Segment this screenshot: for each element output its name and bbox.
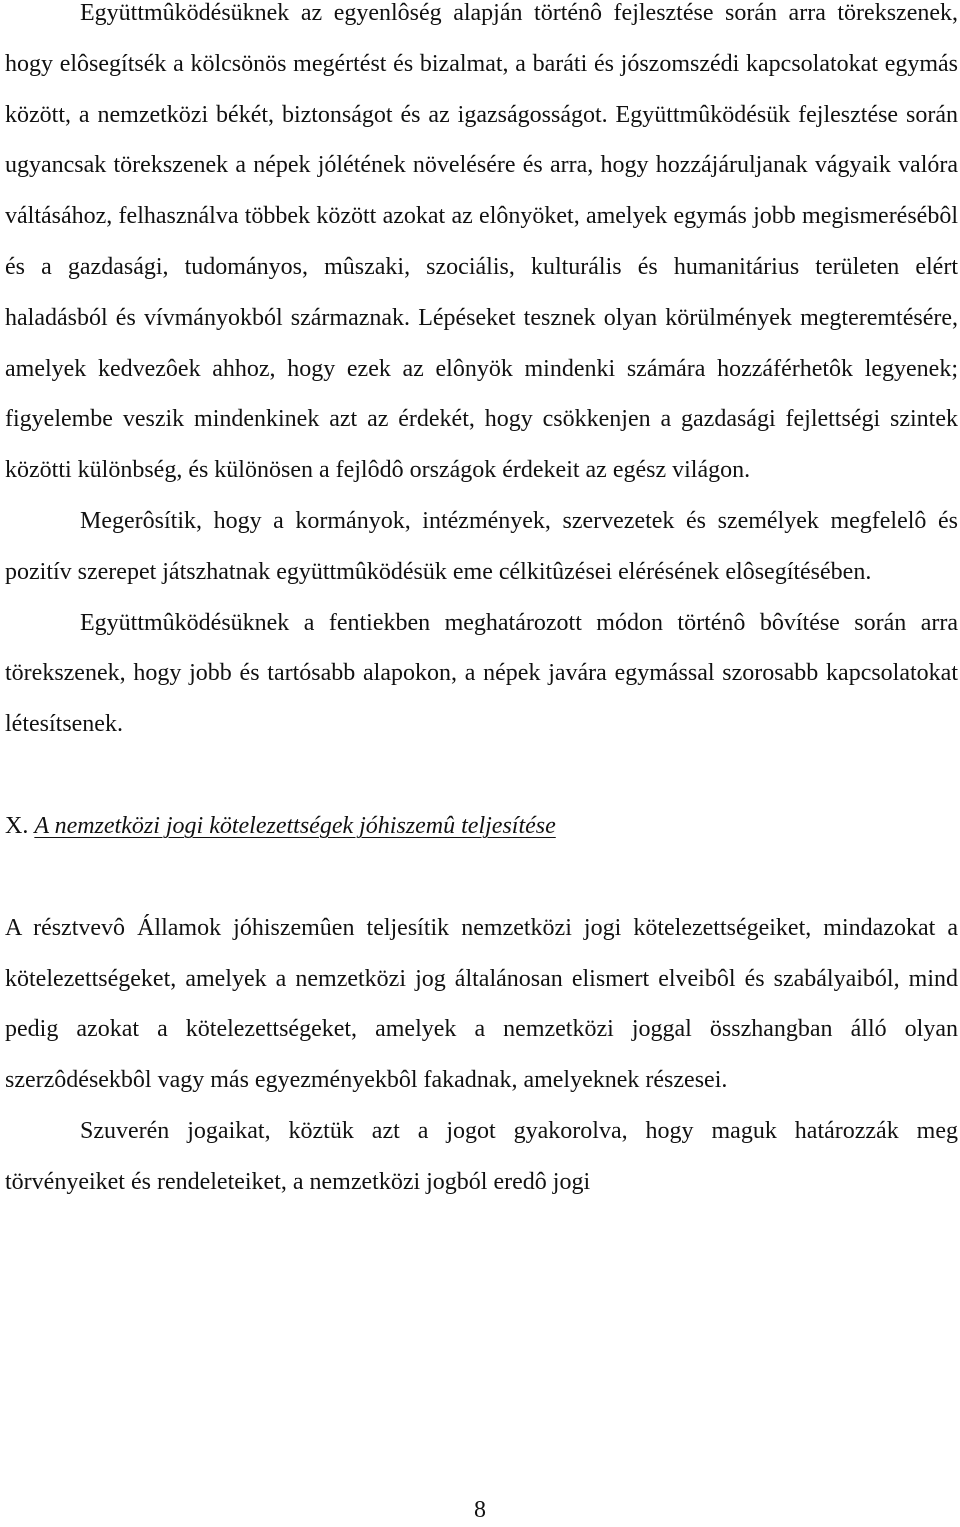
paragraph-sovereign-rights: Szuverén jogaikat, köztük azt a jogot gyakorolva, hogy maguk határozzák meg törvényeiket és rendeleteiket, a nemzetközi jogból eredô jogi: [5, 1117, 958, 1195]
paragraph-legal-obligations: A résztvevô Államok jóhiszemûen teljesítik nemzetközi jogi kötelezettségeiket, mindazokat a kötelezettségeket, amelyek a nemzetközi jog általánosan elismert elveibôl és szabályaiból, mind pedig azokat a kötelezettségeket, amelyek a nemzetközi joggal összhangban álló olyan szerzôdésekbôl vagy más egyezményekbôl fakadnak, amelyeknek részesei.: [5, 914, 958, 1094]
section-number: X.: [5, 812, 29, 839]
section-heading: [5, 801, 958, 852]
paragraph-governments-role: Megerôsítik, hogy a kormányok, intézmények, szervezetek és személyek megfelelô és pozitív szerepet játszhatnak együttmûködésük eme célkitûzései elérésének elôsegítésében.: [5, 507, 958, 585]
section-title: A nemzetközi jogi kötelezettségek jóhiszemû teljesítése: [34, 812, 556, 839]
document-page: [5, 0, 958, 1208]
paragraph-cooperation-development: Együttmûködésüknek az egyenlôség alapján történô fejlesztése során arra törekszenek, hogy elôsegítsék a kölcsönös megértést és bizalmat, a baráti és jószomszédi kapcsolatokat egymás között, a nemzetközi békét, biztonságot és az igazságosságot. Együttmûködésük fejlesztése során ugyancsak törekszenek a népek jólétének növelésére és arra, hogy hozzájáruljanak vágyaik valóra váltásához, felhasználva többek között azokat az elônyöket, amelyek egymás jobb megismerésébôl és a gazdasági, tudományos, mûszaki, szociális, kulturális és humanitárius területen elért haladásból és vívmányokból származnak. Lépéseket tesznek olyan körülmények megteremtésére, amelyek kedvezôek ahhoz, hogy ezek az elônyök mindenki számára hozzáférhetôk legyenek; figyelembe veszik mindenkinek azt az érdekét, hogy csökkenjen a gazdasági fejlettségi szintek közötti különbség, és különösen a fejlôdô országok érdekeit az egész világon.: [5, 0, 958, 484]
page-number: 8: [474, 1497, 486, 1523]
paragraph-closer-relations: Együttmûködésüknek a fentiekben meghatározott módon történô bôvítése során arra törekszenek, hogy jobb és tartósabb alapokon, a népek javára egymással szorosabb kapcsolatokat létesítsenek.: [5, 609, 958, 738]
